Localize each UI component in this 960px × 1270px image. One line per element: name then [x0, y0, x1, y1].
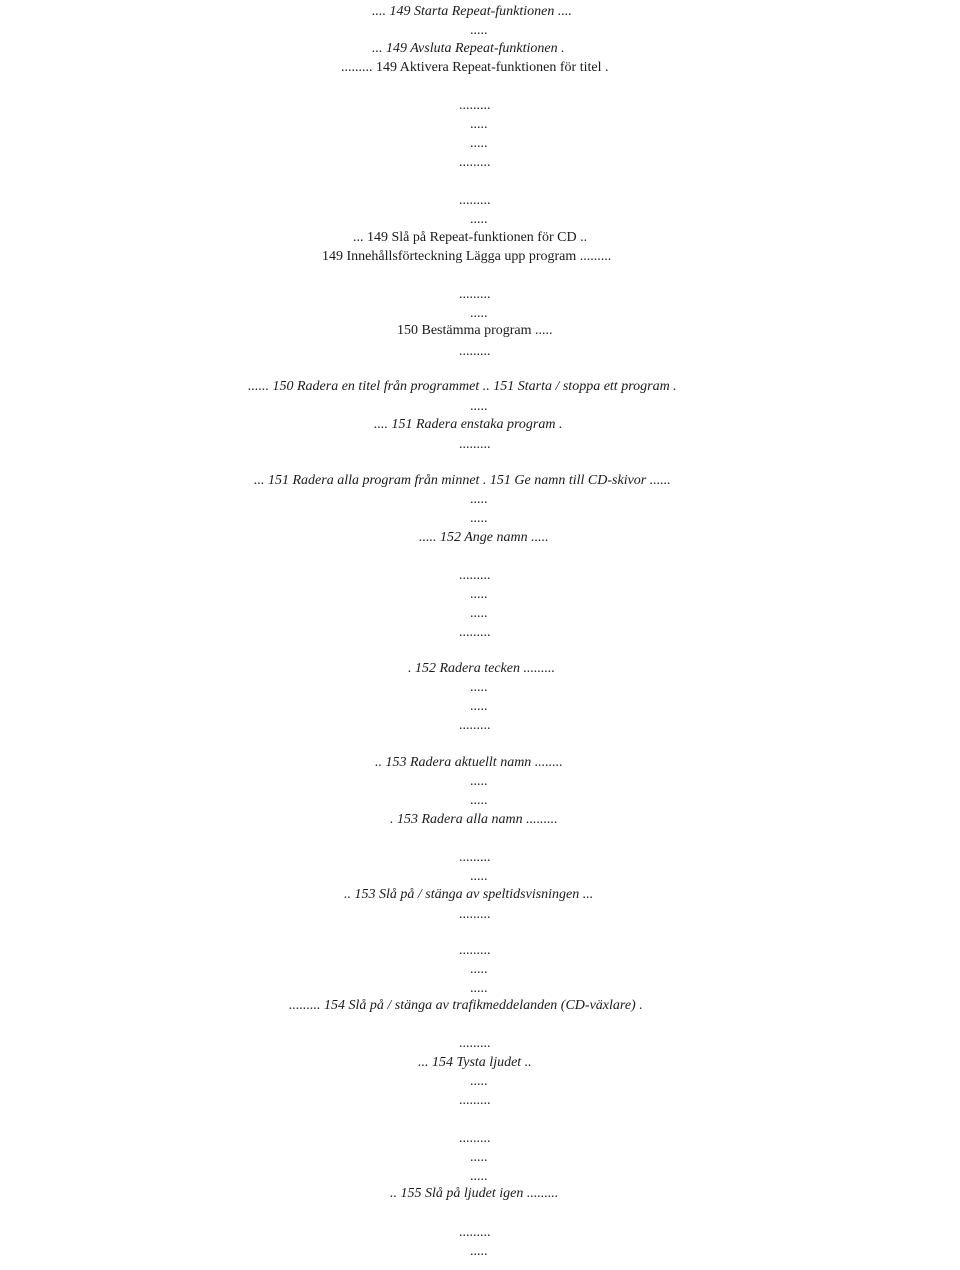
toc-line: .... 151 Radera enstaka program .: [374, 417, 563, 432]
toc-line: .....: [470, 699, 488, 714]
toc-line: ... 151 Radera alla program från minnet . 151 Ge namn till CD-skivor ......: [254, 473, 671, 488]
toc-line: .....: [470, 793, 488, 808]
toc-line: .........: [459, 850, 491, 865]
toc-line: 149 Innehållsförteckning Lägga upp program .........: [322, 249, 612, 264]
toc-line: .........: [459, 907, 491, 922]
toc-line: .........: [459, 1036, 491, 1051]
toc-line: ......... 154 Slå på / stänga av trafikmeddelanden (CD-växlare) .: [289, 998, 643, 1013]
toc-line: ......... 149 Aktivera Repeat-funktionen för titel .: [341, 60, 609, 75]
toc-line: .....: [470, 1169, 488, 1184]
toc-line: .. 155 Slå på ljudet igen .........: [390, 1186, 559, 1201]
toc-line: .....: [470, 606, 488, 621]
toc-line: .....: [470, 1074, 488, 1089]
toc-line: .....: [470, 962, 488, 977]
toc-line: ... 149 Avsluta Repeat-funktionen .: [372, 41, 565, 56]
toc-line: ... 149 Slå på Repeat-funktionen för CD ..: [353, 230, 588, 245]
toc-line: .....: [470, 511, 488, 526]
toc-line: ... 154 Tysta ljudet ..: [418, 1055, 532, 1070]
toc-line: .....: [470, 680, 488, 695]
toc-line: .....: [470, 399, 488, 414]
toc-line: .....: [470, 117, 488, 132]
toc-line: .....: [470, 306, 488, 321]
toc-line: .........: [459, 437, 491, 452]
toc-line: .........: [459, 193, 491, 208]
toc-line: .........: [459, 287, 491, 302]
toc-line: .........: [459, 1225, 491, 1240]
toc-line: .........: [459, 98, 491, 113]
toc-line: .. 153 Slå på / stänga av speltidsvisningen ...: [344, 887, 594, 902]
toc-line: .....: [470, 1150, 488, 1165]
toc-line: .....: [470, 136, 488, 151]
toc-line: .....: [470, 869, 488, 884]
toc-line: .....: [470, 492, 488, 507]
toc-line: .....: [470, 981, 488, 996]
toc-line: .........: [459, 1093, 491, 1108]
toc-line: .........: [459, 718, 491, 733]
toc-line: .........: [459, 943, 491, 958]
toc-line: .... 149 Starta Repeat-funktionen ....: [372, 4, 572, 19]
toc-line: .........: [459, 568, 491, 583]
toc-line: . 152 Radera tecken .........: [408, 661, 555, 676]
toc-line: .. 153 Radera aktuellt namn ........: [375, 755, 563, 770]
toc-line: .....: [470, 212, 488, 227]
toc-line: ..... 152 Ange namn .....: [419, 530, 549, 545]
toc-line: .........: [459, 155, 491, 170]
toc-line: .........: [459, 625, 491, 640]
toc-line: . 153 Radera alla namn .........: [390, 812, 558, 827]
toc-line: .....: [470, 587, 488, 602]
toc-line: .....: [470, 23, 488, 38]
toc-line: 150 Bestämma program .....: [397, 323, 553, 338]
toc-line: .....: [470, 774, 488, 789]
toc-line: .........: [459, 344, 491, 359]
toc-line: .........: [459, 1131, 491, 1146]
toc-line: ...... 150 Radera en titel från programmet .. 151 Starta / stoppa ett program .: [248, 379, 677, 394]
toc-line: .....: [470, 1244, 488, 1259]
